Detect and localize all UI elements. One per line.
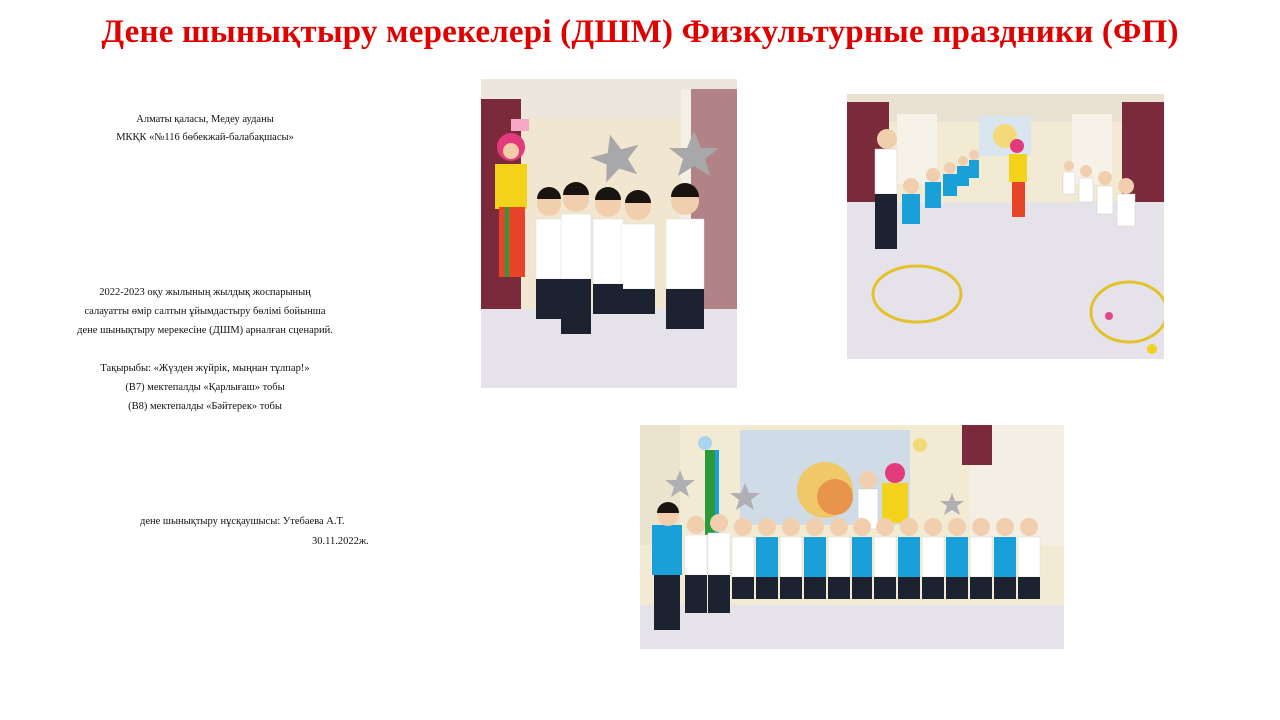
kindergarten-name-line: МКҚК «№116 бөбекжай-балабақшасы» [116, 132, 294, 143]
group-b7-line: (В7) мектепалды «Қарлығаш» тобы [125, 382, 285, 393]
scenario-line-3: дене шынықтыру мерекесіне (ДШМ) арналған сценарий. [77, 325, 333, 336]
instructor-line: дене шынықтыру нұсқаушысы: Утебаева А.Т. [140, 516, 345, 527]
photo-children-with-stars [481, 79, 737, 388]
scenario-line-1: 2022-2023 оқу жылының жылдық жоспарының [99, 287, 311, 298]
page-title: Дене шынықтыру мерекелері (ДШМ) Физкультурные праздники (ФП) [101, 14, 1179, 50]
scenario-line-2: салауатты өмір салтын ұйымдастыру бөлімі бойынша [84, 306, 326, 317]
topic-line: Тақырыбы: «Жүзден жүйрік, мыңнан тұлпар!» [100, 363, 310, 374]
city-district-line: Алматы қаласы, Медеу ауданы [136, 114, 274, 125]
photo-hall-hoops [847, 94, 1164, 359]
group-b8-line: (В8) мектепалды «Бәйтерек» тобы [128, 401, 282, 412]
date-line: 30.11.2022ж. [312, 536, 369, 547]
photo-group-celebration [640, 425, 1064, 649]
